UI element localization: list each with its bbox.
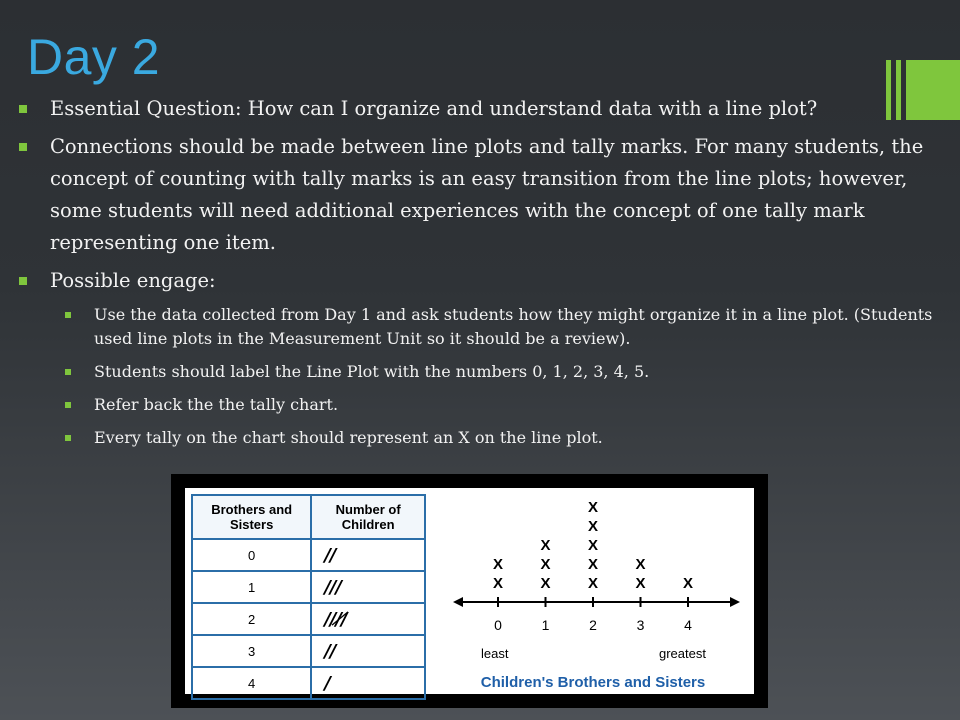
table-cell-tally: // [311,635,425,667]
x-mark: X [587,499,599,516]
x-mark: X [587,518,599,535]
square-bullet-icon [65,369,71,375]
x-mark: X [682,575,694,592]
tick-label: 4 [684,617,692,633]
x-mark: X [635,575,646,592]
x-mark: X [492,556,504,573]
sub-bullet-list [50,303,950,450]
figure-canvas [185,488,754,694]
table-cell-tally: // [311,539,425,571]
greatest-label: greatest [659,646,706,661]
x-mark: X [492,575,504,592]
table-cell-value: 0 [192,539,311,571]
line-plot-marks [493,499,693,633]
x-mark: X [540,556,551,573]
square-bullet-icon [65,402,71,408]
sub-bullet-text: Refer back the the tally chart. [94,395,339,414]
table-cell-value: 4 [192,667,311,699]
tick-label: 2 [589,617,597,633]
table-cell-value: 3 [192,635,311,667]
sub-bullet-text: Use the data collected from Day 1 and ask students how they might organize it in a line plot. (Students used line plots in the Measurement Unit so it should be a review). [94,305,933,348]
line-plot [185,488,754,694]
sub-bullet-text: Students should label the Line Plot with the numbers 0, 1, 2, 3, 4, 5. [94,362,650,381]
square-bullet-icon [65,435,71,441]
tick-label: 0 [494,617,502,633]
table-cell-value: 2 [192,603,311,635]
tick-label: 1 [541,617,550,633]
tick-label: 3 [636,617,645,633]
arrow-left-icon [453,597,463,607]
least-label: least [481,646,509,661]
bullet-text: Essential Question: How can I organize and understand data with a line plot? [50,97,818,120]
figure-image [171,474,768,708]
table-cell-tally: ////̸ [311,603,425,635]
x-mark: X [587,537,599,554]
x-mark: X [635,556,646,573]
sub-bullet-item [64,360,960,384]
sub-bullet-text: Every tally on the chart should represent an X on the line plot. [94,428,603,447]
table-cell-tally: / [311,667,425,699]
arrow-right-icon [730,597,740,607]
square-bullet-icon [19,105,27,113]
table-cell-value: 1 [192,571,311,603]
x-mark: X [587,556,599,573]
bullet-text: Possible engage: [50,269,216,292]
line-plot-title: Children's Brothers and Sisters [480,674,706,691]
x-mark: X [587,575,599,592]
x-mark: X [540,537,551,554]
slide-content [0,93,960,459]
square-bullet-icon [65,312,71,318]
table-cell-tally: /// [311,571,425,603]
sub-bullet-item [64,426,960,450]
table-header: Brothers and Sisters [192,495,311,539]
bullet-item [16,93,950,125]
table-header: Number of Children [311,495,425,539]
bullet-list [0,93,960,450]
x-mark: X [540,575,551,592]
sub-bullet-item [64,393,960,417]
slide-title: Day 2 [27,29,161,85]
bullet-item [16,265,950,450]
bullet-item [16,131,950,259]
square-bullet-icon [19,143,27,151]
sub-bullet-item [64,303,960,351]
square-bullet-icon [19,277,27,285]
bullet-text: Connections should be made between line plots and tally marks. For many students, the concept of counting with tally marks is an easy transition from the line plots; however, some students will need additional experiences with the concept of one tally mark representing one item. [50,135,924,254]
